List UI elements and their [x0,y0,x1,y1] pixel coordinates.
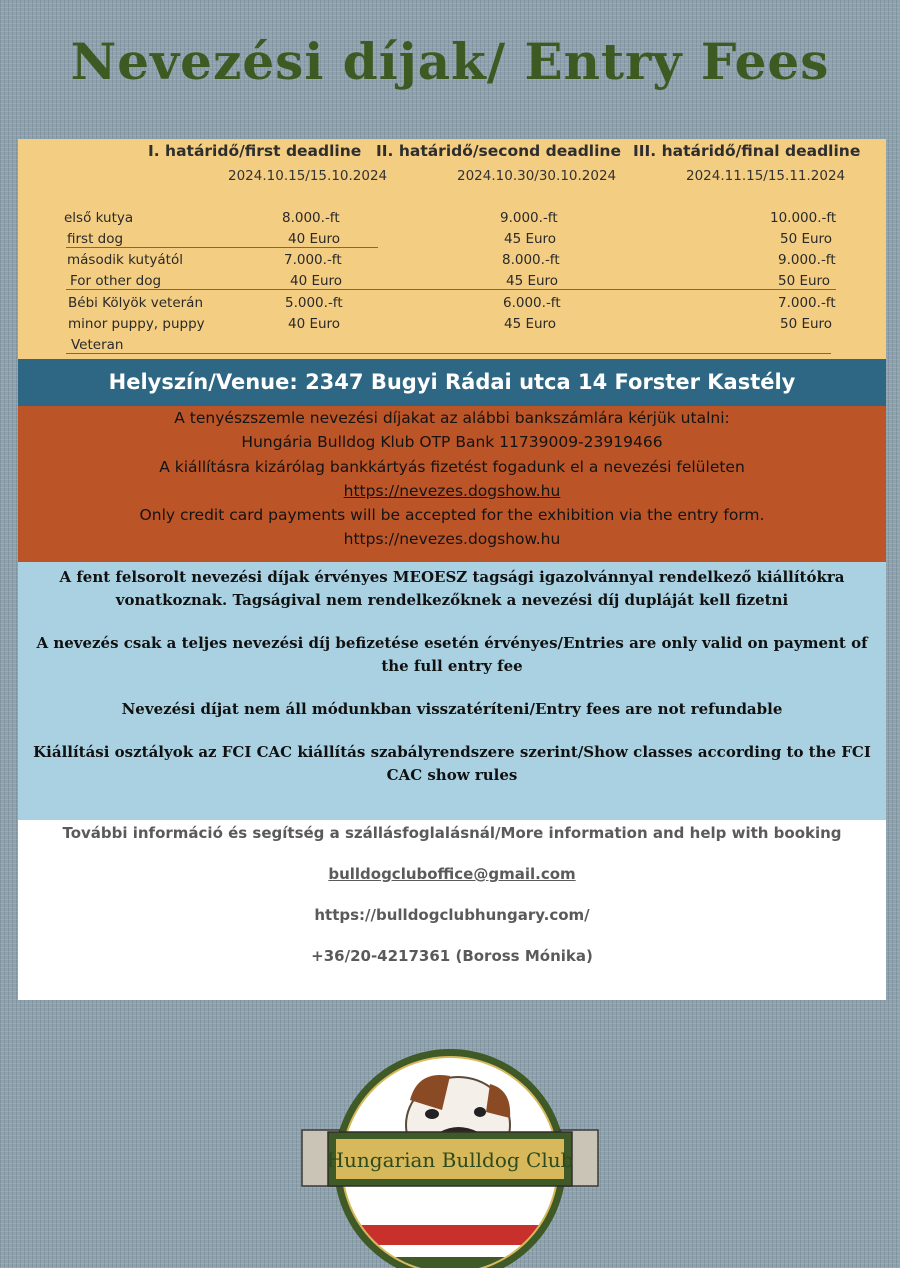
payment-text: Only credit card payments will be accepted for the exhibition via the entry form. [139,506,765,525]
row-divider [66,353,831,354]
phone-number: +36/20-4217361 (Boross Mónika) [311,947,593,965]
fee-value: 8.000.-ft [282,210,340,226]
email-link[interactable]: bulldogcluboffice@gmail.com [328,865,576,883]
fee-value: 5.000.-ft [285,295,343,311]
website-link[interactable]: https://bulldogclubhungary.com/ [314,906,590,924]
fee-value: 40 Euro [290,273,343,289]
fee-value: 10.000.-ft [770,210,837,226]
fee-row-label: For other dog [70,273,162,289]
deadline-date-2: 2024.10.30/30.10.2024 [457,168,617,184]
fee-row-label: first dog [67,231,124,247]
fee-value: 40 Euro [288,316,341,332]
rules-section [18,562,886,820]
deadline-header-2: II. határidő/second deadline [376,142,621,160]
deadline-date-3: 2024.11.15/15.11.2024 [686,168,846,184]
bank-account: Hungária Bulldog Klub OTP Bank 11739009-23919466 [241,433,663,452]
fee-value: 9.000.-ft [778,252,836,268]
venue-banner: Helyszín/Venue: 2347 Bugyi Rádai utca 14 Forster Kastély [18,359,886,406]
fee-row-label: minor puppy, puppy [68,316,205,332]
fee-value: 50 Euro [778,273,831,289]
logo-text: Hungarian Bulldog Club [326,1148,574,1172]
fee-value: 45 Euro [504,316,557,332]
rule-text: A nevezés csak a teljes nevezési díj befizetése esetén érvényes/Entries are only valid on payment of the full entry fee [36,634,868,675]
deadline-header-3: III. határidő/final deadline [633,142,861,160]
fee-value: 50 Euro [780,231,833,247]
fee-row-label: Veteran [71,337,124,353]
rule-text: Kiállítási osztályok az FCI CAC kiállítás szabályrendszere szerint/Show classes according to the FCI CAC show rules [33,743,871,784]
payment-text: A kiállításra kizárólag bankkártyás fizetést fogadunk el a nevezési felületen [159,457,745,476]
fee-value: 7.000.-ft [778,295,836,311]
fee-value: 9.000.-ft [500,210,558,226]
fee-row-label: Bébi Kölyök veterán [68,295,203,311]
payment-section [18,406,886,562]
deadline-date-1: 2024.10.15/15.10.2024 [228,168,388,184]
entry-form-link[interactable]: https://nevezes.dogshow.hu [343,481,561,500]
deadline-header-1: I. határidő/first deadline [148,142,362,160]
entry-fees-table [18,139,886,359]
fee-value: 7.000.-ft [284,252,342,268]
row-divider [66,247,378,248]
rule-text: A fent felsorolt nevezési díjak érvényes MEOESZ tagsági igazolvánnyal rendelkező kiállítókra vonatkoznak. Tagságival nem rendelkezőknek a nevezési díj dupláját kell fizetni [59,568,845,609]
entry-form-url: https://nevezes.dogshow.hu [343,530,561,549]
fee-value: 6.000.-ft [503,295,561,311]
fee-value: 50 Euro [780,316,833,332]
fee-row-label: második kutyától [67,252,183,268]
row-divider [66,289,836,290]
payment-text: A tenyészszemle nevezési díjakat az alábbi bankszámlára kérjük utalni: [174,409,730,427]
fee-value: 8.000.-ft [502,252,560,268]
hungarian-bulldog-club-logo [300,1040,600,1268]
fee-value: 45 Euro [504,231,557,247]
logo-banner [302,1130,598,1186]
page-title: Nevezési díjak/ Entry Fees [70,32,830,91]
fee-value: 45 Euro [506,273,559,289]
rule-text: Nevezési díjat nem áll módunkban visszatéríteni/Entry fees are not refundable [121,700,783,718]
fee-row-label: első kutya [64,210,134,226]
contact-info-section [18,820,886,1000]
fee-value: 40 Euro [288,231,341,247]
info-heading: További információ és segítség a szállásfoglalásnál/More information and help with booking [62,824,842,842]
